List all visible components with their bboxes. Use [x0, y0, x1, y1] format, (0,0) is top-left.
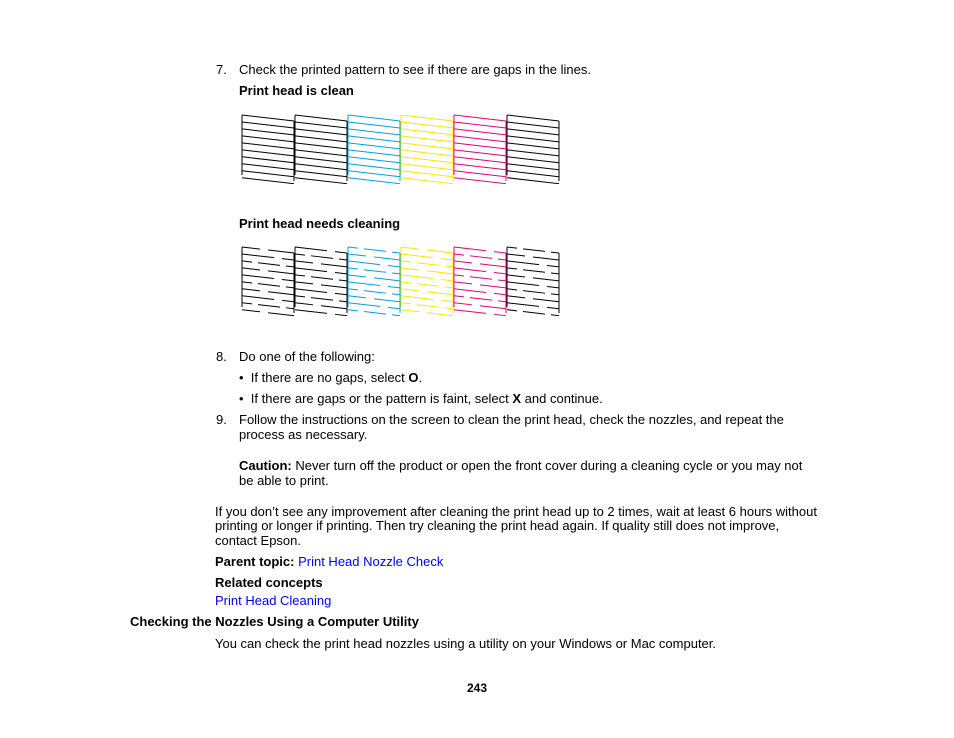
section-heading: Checking the Nozzles Using a Computer Utility: [130, 614, 419, 629]
caution-note: Caution: Never turn off the product or open the front cover during a cleaning cycle or you may not: [239, 458, 803, 473]
bullet-symbol: •: [239, 370, 244, 385]
paragraph: If you don’t see any improvement after cleaning the print head up to 2 times, wait at least 6 hours without: [215, 504, 817, 519]
nozzle-block: [242, 247, 294, 316]
step-text: Do one of the following:: [239, 349, 375, 364]
step-text: Follow the instructions on the screen to clean the print head, check the nozzles, and repeat the: [239, 412, 784, 427]
nozzle-block: [454, 115, 506, 184]
bullet-no-gaps: • If there are no gaps, select O.: [239, 370, 423, 385]
nozzle-block: [401, 247, 453, 316]
nozzle-block: [454, 247, 506, 316]
subheading-needs-cleaning: Print head needs cleaning: [239, 216, 401, 231]
parent-topic: Parent topic: Print Head Nozzle Check: [215, 554, 444, 569]
bullet-gaps: • If there are gaps or the pattern is faint, select X and continue.: [239, 391, 603, 406]
nozzle-pattern-needs-cleaning: [240, 244, 565, 316]
caution-note-cont: be able to print.: [239, 473, 329, 488]
subheading-clean: Print head is clean: [239, 83, 354, 98]
nozzle-block: [507, 115, 559, 184]
nozzle-block: [401, 115, 453, 184]
page-number: 243: [467, 681, 488, 695]
nozzle-block: [295, 115, 347, 184]
step-text: process as necessary.: [239, 427, 368, 442]
nozzle-block: [348, 115, 400, 184]
step-number: 8.: [216, 349, 227, 364]
step-text: Check the printed pattern to see if there are gaps in the lines.: [239, 62, 591, 77]
paragraph: contact Epson.: [215, 533, 301, 548]
nozzle-block: [348, 247, 400, 316]
section-text: You can check the print head nozzles using a utility on your Windows or Mac computer.: [215, 636, 717, 651]
nozzle-block: [295, 247, 347, 316]
paragraph: printing or longer if printing. Then try cleaning the print head again. If quality still does not improve,: [215, 518, 780, 533]
nozzle-pattern-clean: [240, 112, 565, 184]
related-concepts-heading: Related concepts: [215, 575, 323, 590]
bullet-symbol: •: [239, 391, 244, 406]
step-number: 7.: [216, 62, 227, 77]
nozzle-block: [242, 115, 294, 184]
nozzle-block: [507, 247, 559, 316]
step-number: 9.: [216, 412, 227, 427]
parent-topic-link[interactable]: Print Head Nozzle Check: [298, 554, 444, 569]
related-concept-link[interactable]: Print Head Cleaning: [215, 593, 332, 608]
